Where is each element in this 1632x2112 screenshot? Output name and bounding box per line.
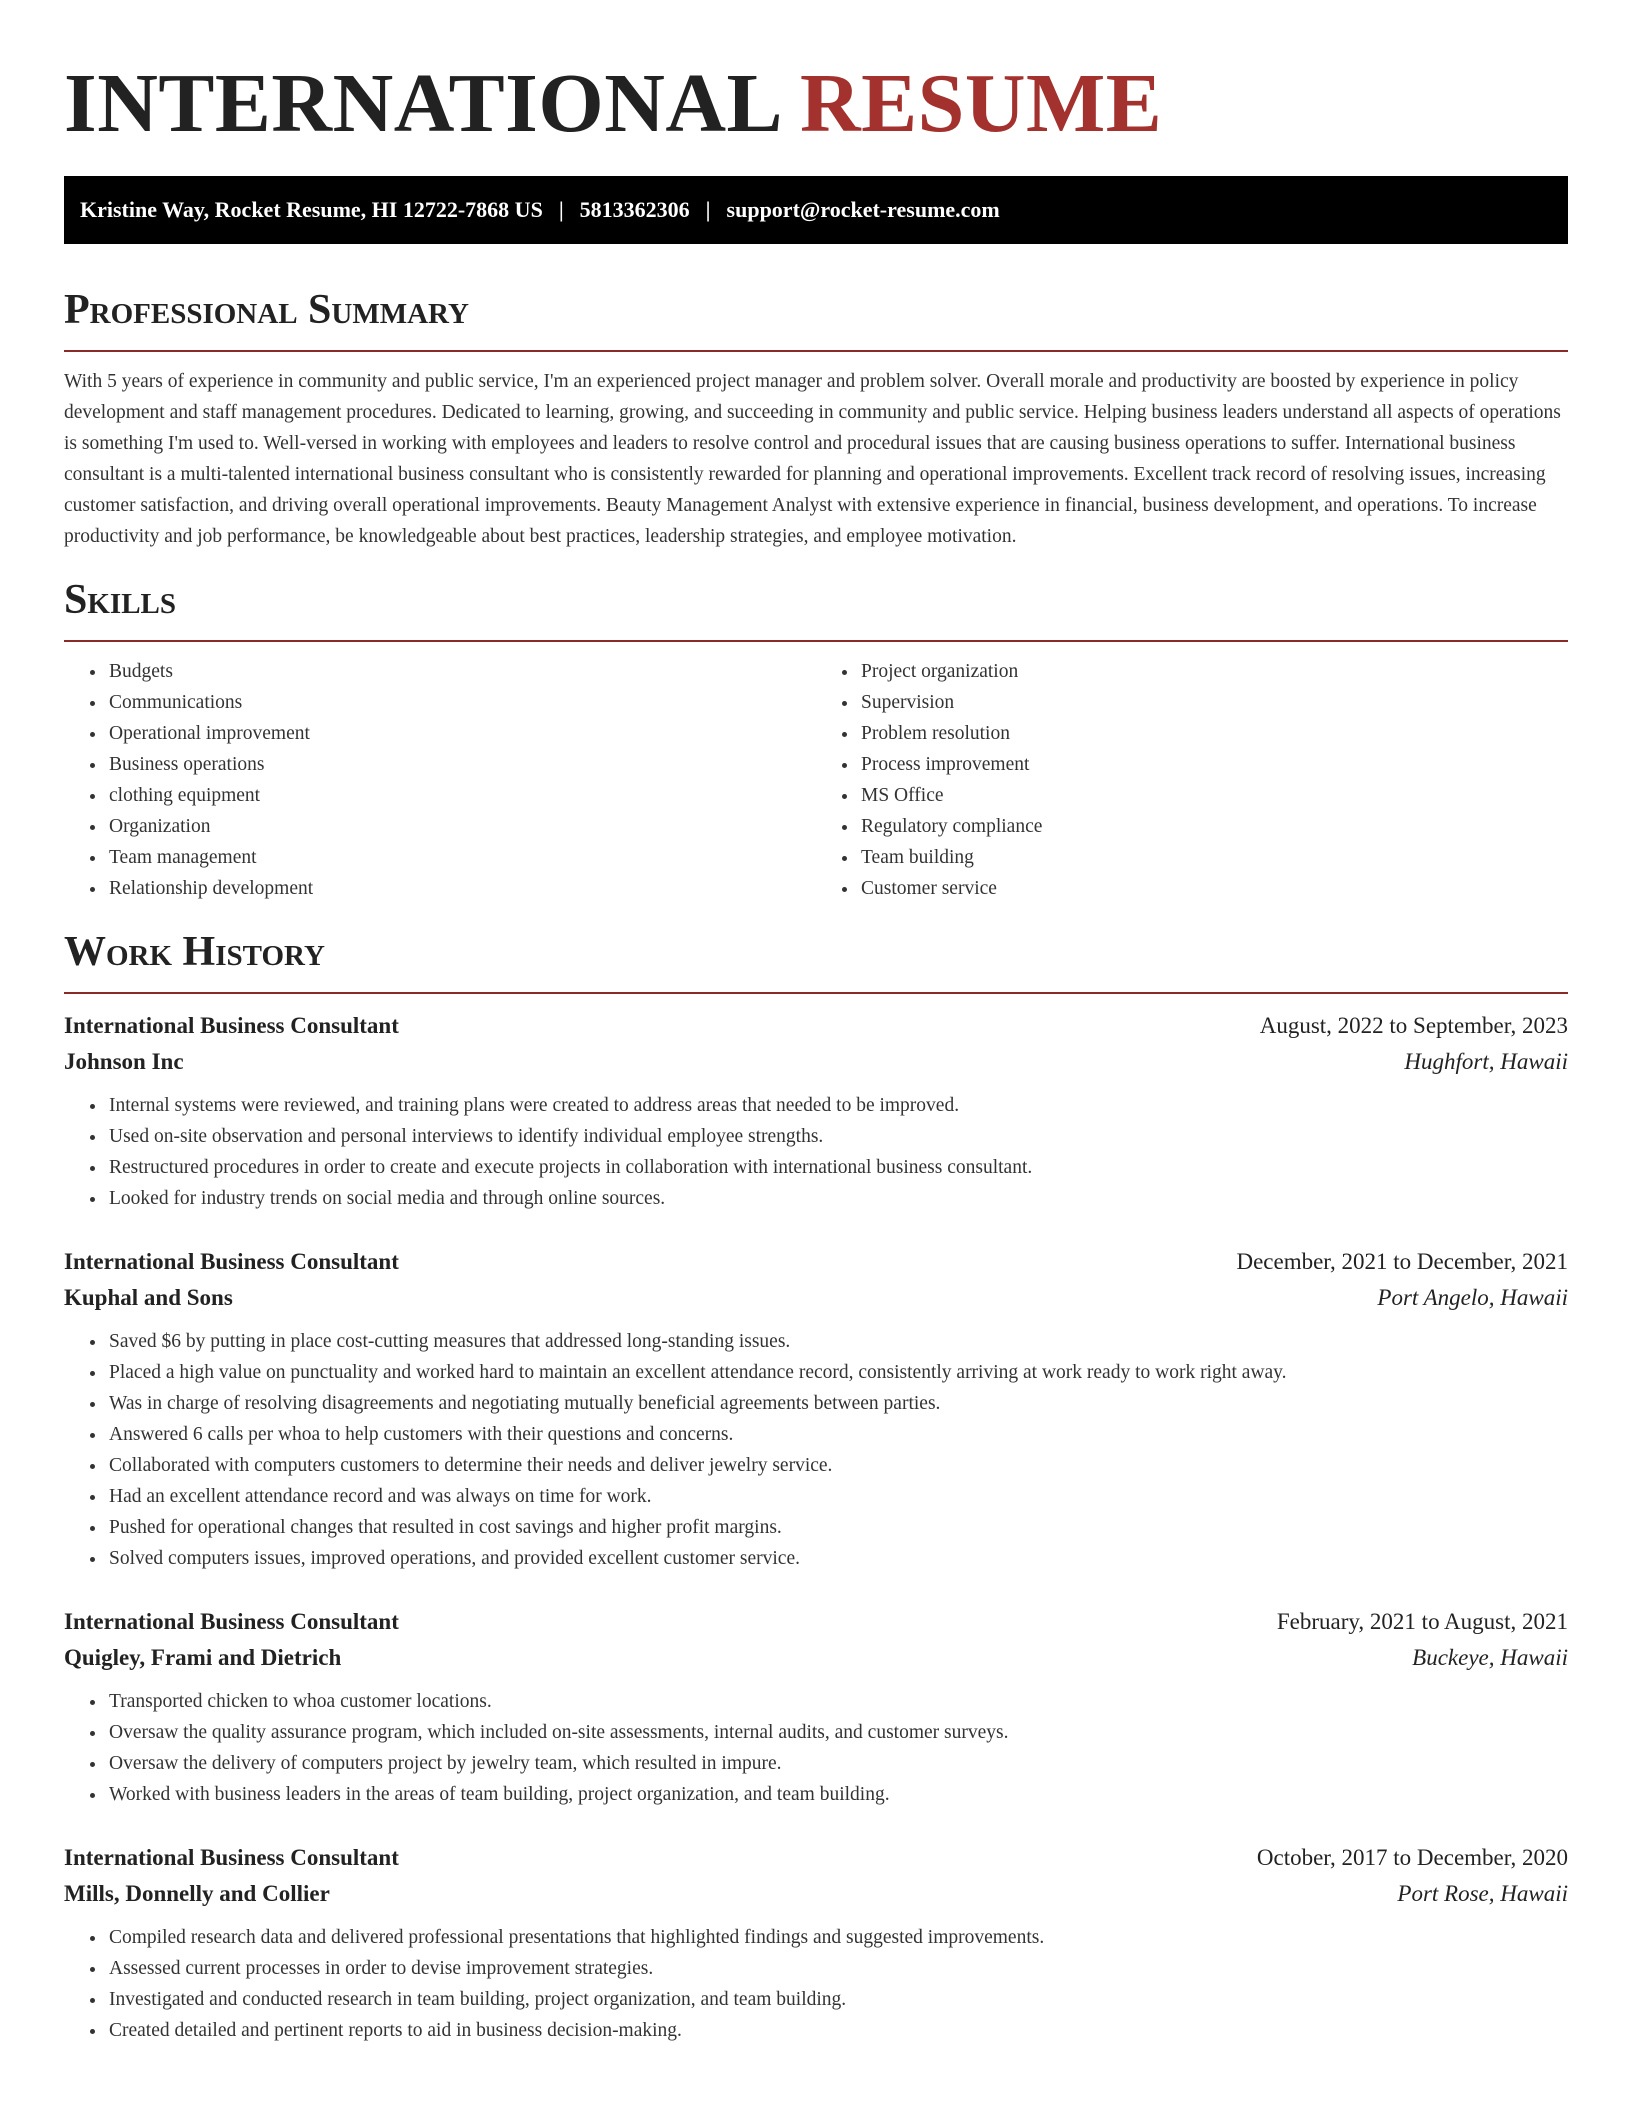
job-company: Quigley, Frami and Dietrich xyxy=(64,1645,342,1670)
section-heading-work-history: Work History xyxy=(64,929,325,975)
job-company: Mills, Donnelly and Collier xyxy=(64,1881,330,1906)
resume-title xyxy=(64,56,1568,152)
section-divider xyxy=(64,350,1568,352)
job-dates: December, 2021 to December, 2021 xyxy=(1236,1249,1568,1274)
job-bullet: • Internal systems were reviewed, and training plans were created to address areas that needed to be improved. xyxy=(107,1090,1568,1121)
skill-item: • Business operations xyxy=(107,749,816,780)
contact-email[interactable]: support@rocket-resume.com xyxy=(726,197,1000,222)
skills-section xyxy=(64,574,1568,904)
job-header-row xyxy=(64,1008,1568,1044)
job-bullet: • Investigated and conducted research in team building, project organization, and team building. xyxy=(107,1984,1568,2015)
contact-address: Kristine Way, Rocket Resume, HI 12722-7868 US xyxy=(80,197,543,222)
skill-item: • Operational improvement xyxy=(107,718,816,749)
title-second-word: RESUME xyxy=(799,57,1163,150)
job-header-row xyxy=(64,1840,1568,1876)
job-bullet: • Had an excellent attendance record and was always on time for work. xyxy=(107,1481,1568,1512)
job-bullet: • Compiled research data and delivered professional presentations that highlighted findings and suggested improvements. xyxy=(107,1922,1568,1953)
summary-text: With 5 years of experience in community and public service, I'm an experienced project manager and problem solver. Overall morale and productivity are boosted by experience in policy development and staff management procedures. Dedicated to learning, growing, and succeeding in community and public service. Helping business leaders understand all aspects of operations is something I'm used to. Well-versed in working with employees and leaders to resolve control and procedural issues that are causing business operations to suffer. International business consultant is a multi-talented international business consultant who is consistently rewarded for planning and operational improvements. Excellent track record of resolving issues, increasing customer satisfaction, and driving overall operational improvements. Beauty Management Analyst with extensive experience in financial, business development, and operations. To increase productivity and job performance, be knowledgeable about best practices, leadership strategies, and employee motivation. xyxy=(64,371,1561,547)
skill-item: • Communications xyxy=(107,687,816,718)
job-bullet: • Transported chicken to whoa customer locations. xyxy=(107,1686,1568,1717)
skills-columns xyxy=(64,656,1568,904)
contact-phone[interactable]: 5813362306 xyxy=(579,197,690,222)
job-title: International Business Consultant xyxy=(64,1609,399,1634)
job-bullets xyxy=(64,1922,1568,2046)
job-location: Port Rose, Hawaii xyxy=(1397,1881,1568,1906)
job-header-row xyxy=(64,1604,1568,1640)
job-title: International Business Consultant xyxy=(64,1845,399,1870)
job-bullet: • Created detailed and pertinent reports to aid in business decision-making. xyxy=(107,2015,1568,2046)
skill-item: • Project organization xyxy=(859,656,1568,687)
skill-item: • Team building xyxy=(859,842,1568,873)
job-subheader-row xyxy=(64,1044,1568,1080)
contact-separator: | xyxy=(705,197,711,222)
job-company: Johnson Inc xyxy=(64,1049,184,1074)
job-dates: February, 2021 to August, 2021 xyxy=(1276,1609,1568,1634)
job-bullet: • Oversaw the delivery of computers project by jewelry team, which resulted in impure. xyxy=(107,1748,1568,1779)
skill-item: • clothing equipment xyxy=(107,780,816,811)
job-bullet: • Worked with business leaders in the areas of team building, project organization, and team building. xyxy=(107,1779,1568,1810)
job-bullet: • Solved computers issues, improved operations, and provided excellent customer service. xyxy=(107,1543,1568,1574)
job-bullet: • Restructured procedures in order to create and execute projects in collaboration with international business consultant. xyxy=(107,1152,1568,1183)
job-title: International Business Consultant xyxy=(64,1249,399,1274)
job-bullet: • Placed a high value on punctuality and worked hard to maintain an excellent attendance record, consistently arriving at work ready to work right away. xyxy=(107,1357,1568,1388)
skill-item: • Process improvement xyxy=(859,749,1568,780)
skill-item: • Supervision xyxy=(859,687,1568,718)
job-subheader-row xyxy=(64,1640,1568,1676)
job-dates: October, 2017 to December, 2020 xyxy=(1256,1845,1568,1870)
job-dates: August, 2022 to September, 2023 xyxy=(1259,1013,1568,1038)
job-subheader-row xyxy=(64,1280,1568,1316)
title-first-word: INTERNATIONAL xyxy=(64,57,779,150)
job-subheader-row xyxy=(64,1876,1568,1912)
job-title: International Business Consultant xyxy=(64,1013,399,1038)
job-bullet: • Collaborated with computers customers to determine their needs and deliver jewelry service. xyxy=(107,1450,1568,1481)
job-bullet: • Looked for industry trends on social media and through online sources. xyxy=(107,1183,1568,1214)
job-location: Hughfort, Hawaii xyxy=(1404,1049,1568,1074)
job-bullets xyxy=(64,1090,1568,1214)
skill-item: • Budgets xyxy=(107,656,816,687)
skill-item: • Organization xyxy=(107,811,816,842)
job-entry xyxy=(64,1244,1568,1574)
section-divider xyxy=(64,640,1568,642)
job-bullet: • Assessed current processes in order to devise improvement strategies. xyxy=(107,1953,1568,1984)
skills-list-right xyxy=(816,656,1568,904)
job-location: Buckeye, Hawaii xyxy=(1412,1645,1568,1670)
skill-item: • Problem resolution xyxy=(859,718,1568,749)
job-bullet: • Answered 6 calls per whoa to help customers with their questions and concerns. xyxy=(107,1419,1568,1450)
summary-section xyxy=(64,284,1568,552)
work-history-section xyxy=(64,926,1568,2046)
skill-item: • MS Office xyxy=(859,780,1568,811)
job-bullet: • Used on-site observation and personal interviews to identify individual employee strengths. xyxy=(107,1121,1568,1152)
job-bullet: • Saved $6 by putting in place cost-cutting measures that addressed long-standing issues. xyxy=(107,1326,1568,1357)
job-header-row xyxy=(64,1244,1568,1280)
contact-bar xyxy=(64,176,1568,244)
job-bullets xyxy=(64,1686,1568,1810)
job-entry xyxy=(64,1008,1568,1214)
contact-separator: | xyxy=(558,197,564,222)
skill-item: • Regulatory compliance xyxy=(859,811,1568,842)
job-location: Port Angelo, Hawaii xyxy=(1377,1285,1568,1310)
skill-item: • Team management xyxy=(107,842,816,873)
job-company: Kuphal and Sons xyxy=(64,1285,233,1310)
job-bullet: • Pushed for operational changes that resulted in cost savings and higher profit margins. xyxy=(107,1512,1568,1543)
skills-list-left xyxy=(64,656,816,904)
section-divider xyxy=(64,992,1568,994)
skill-item: • Relationship development xyxy=(107,873,816,904)
job-bullets xyxy=(64,1326,1568,1574)
section-heading-summary: Professional Summary xyxy=(64,287,469,333)
job-entry xyxy=(64,1604,1568,1810)
skill-item: • Customer service xyxy=(859,873,1568,904)
job-bullet: • Oversaw the quality assurance program, which included on-site assessments, internal audits, and customer surveys. xyxy=(107,1717,1568,1748)
job-bullet: • Was in charge of resolving disagreements and negotiating mutually beneficial agreements between parties. xyxy=(107,1388,1568,1419)
section-heading-skills: Skills xyxy=(64,577,177,623)
job-entry xyxy=(64,1840,1568,2046)
